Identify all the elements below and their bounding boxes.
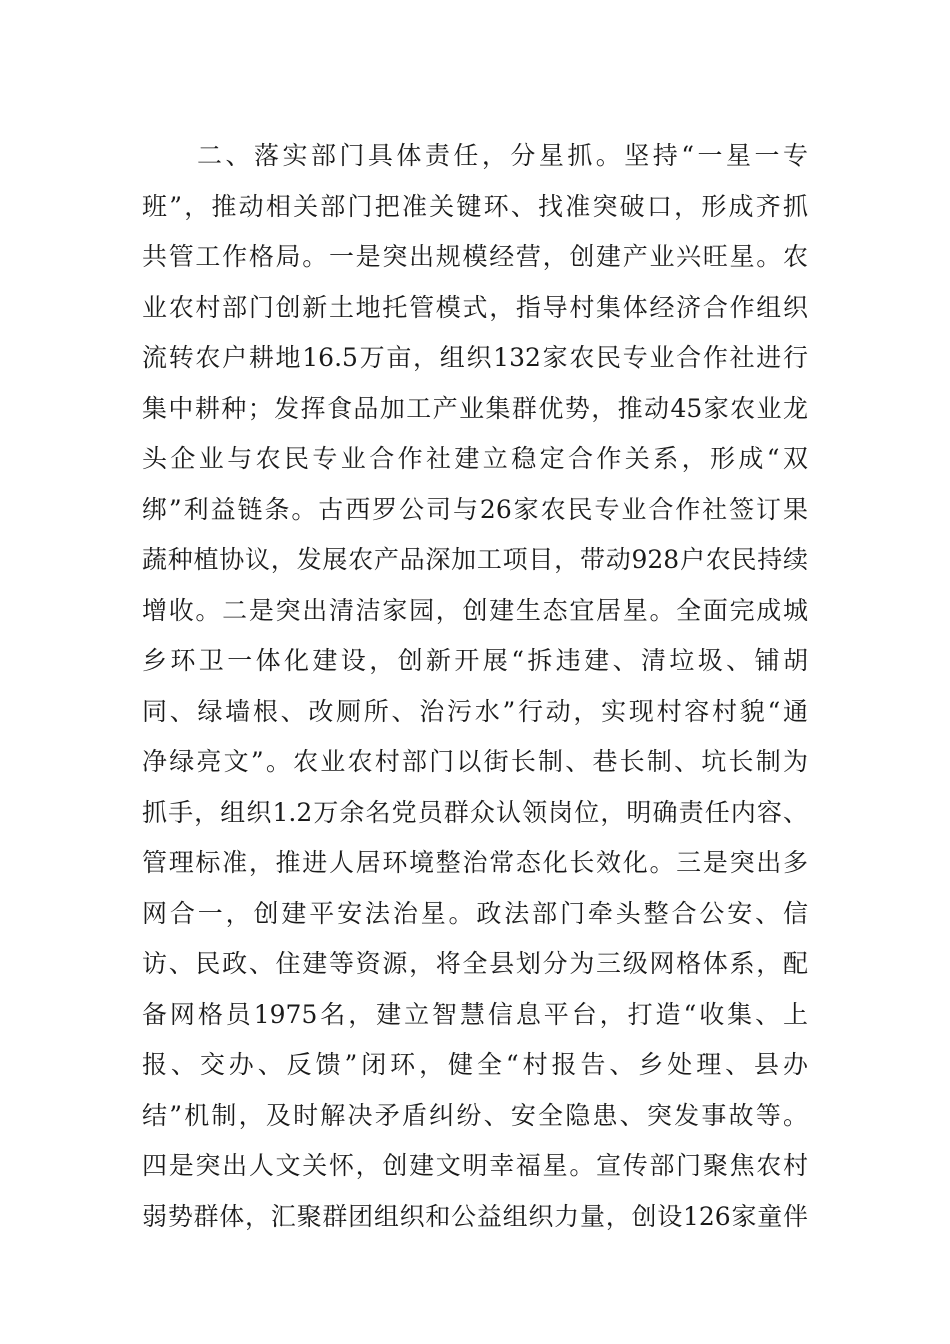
text-line: 备网格员1975名，建立智慧信息平台，打造“收集、上 xyxy=(142,999,808,1029)
text-line: 流转农户耕地16.5万亩，组织132家农民专业合作社进行 xyxy=(142,343,808,372)
text-line: 弱势群体，汇聚群团组织和公益组织力量，创设126家童伴 xyxy=(142,1201,808,1231)
text-line: 网合一，创建平安法治星。政法部门牵头整合公安、信 xyxy=(142,898,808,928)
body-paragraph xyxy=(142,131,808,1242)
text-line: 结”机制，及时解决矛盾纠纷、安全隐患、突发事故等。 xyxy=(142,1100,808,1130)
text-line: 蔬种植协议，发展农产品深加工项目，带动928户农民持续 xyxy=(142,545,808,574)
text-line: 访、民政、住建等资源，将全县划分为三级网格体系，配 xyxy=(142,949,808,978)
text-line: 增收。二是突出清洁家园，创建生态宜居星。全面完成城 xyxy=(142,595,808,625)
text-line: 抓手，组织1.2万余名党员群众认领岗位，明确责任内容、 xyxy=(142,797,808,827)
text-line: 共管工作格局。一是突出规模经营，创建产业兴旺星。农 xyxy=(142,242,808,271)
text-line: 乡环卫一体化建设，创新开展“拆违建、清垃圾、铺胡 xyxy=(142,646,808,675)
text-line: 二、落实部门具体责任，分星抓。坚持“一星一专 xyxy=(197,141,808,170)
text-line: 班”，推动相关部门把准关键环、找准突破口，形成齐抓 xyxy=(142,191,808,221)
text-line: 集中耕种；发挥食品加工产业集群优势，推动45家农业龙 xyxy=(142,393,808,423)
text-line: 头企业与农民专业合作社建立稳定合作关系，形成“双 xyxy=(142,444,808,473)
text-line: 绑”利益链条。古西罗公司与26家农民专业合作社签订果 xyxy=(142,494,808,524)
text-line: 管理标准，推进人居环境整治常态化长效化。三是突出多 xyxy=(142,848,808,877)
text-line: 同、绿墙根、改厕所、治污水”行动，实现村容村貌“通 xyxy=(142,696,808,726)
text-line: 业农村部门创新土地托管模式，指导村集体经济合作组织 xyxy=(142,292,808,322)
text-line: 四是突出人文关怀，创建文明幸福星。宣传部门聚焦农村 xyxy=(142,1151,808,1180)
text-line: 净绿亮文”。农业农村部门以街长制、巷长制、坑长制为 xyxy=(142,747,808,776)
text-line: 报、交办、反馈”闭环，健全“村报告、乡处理、县办 xyxy=(142,1050,808,1079)
